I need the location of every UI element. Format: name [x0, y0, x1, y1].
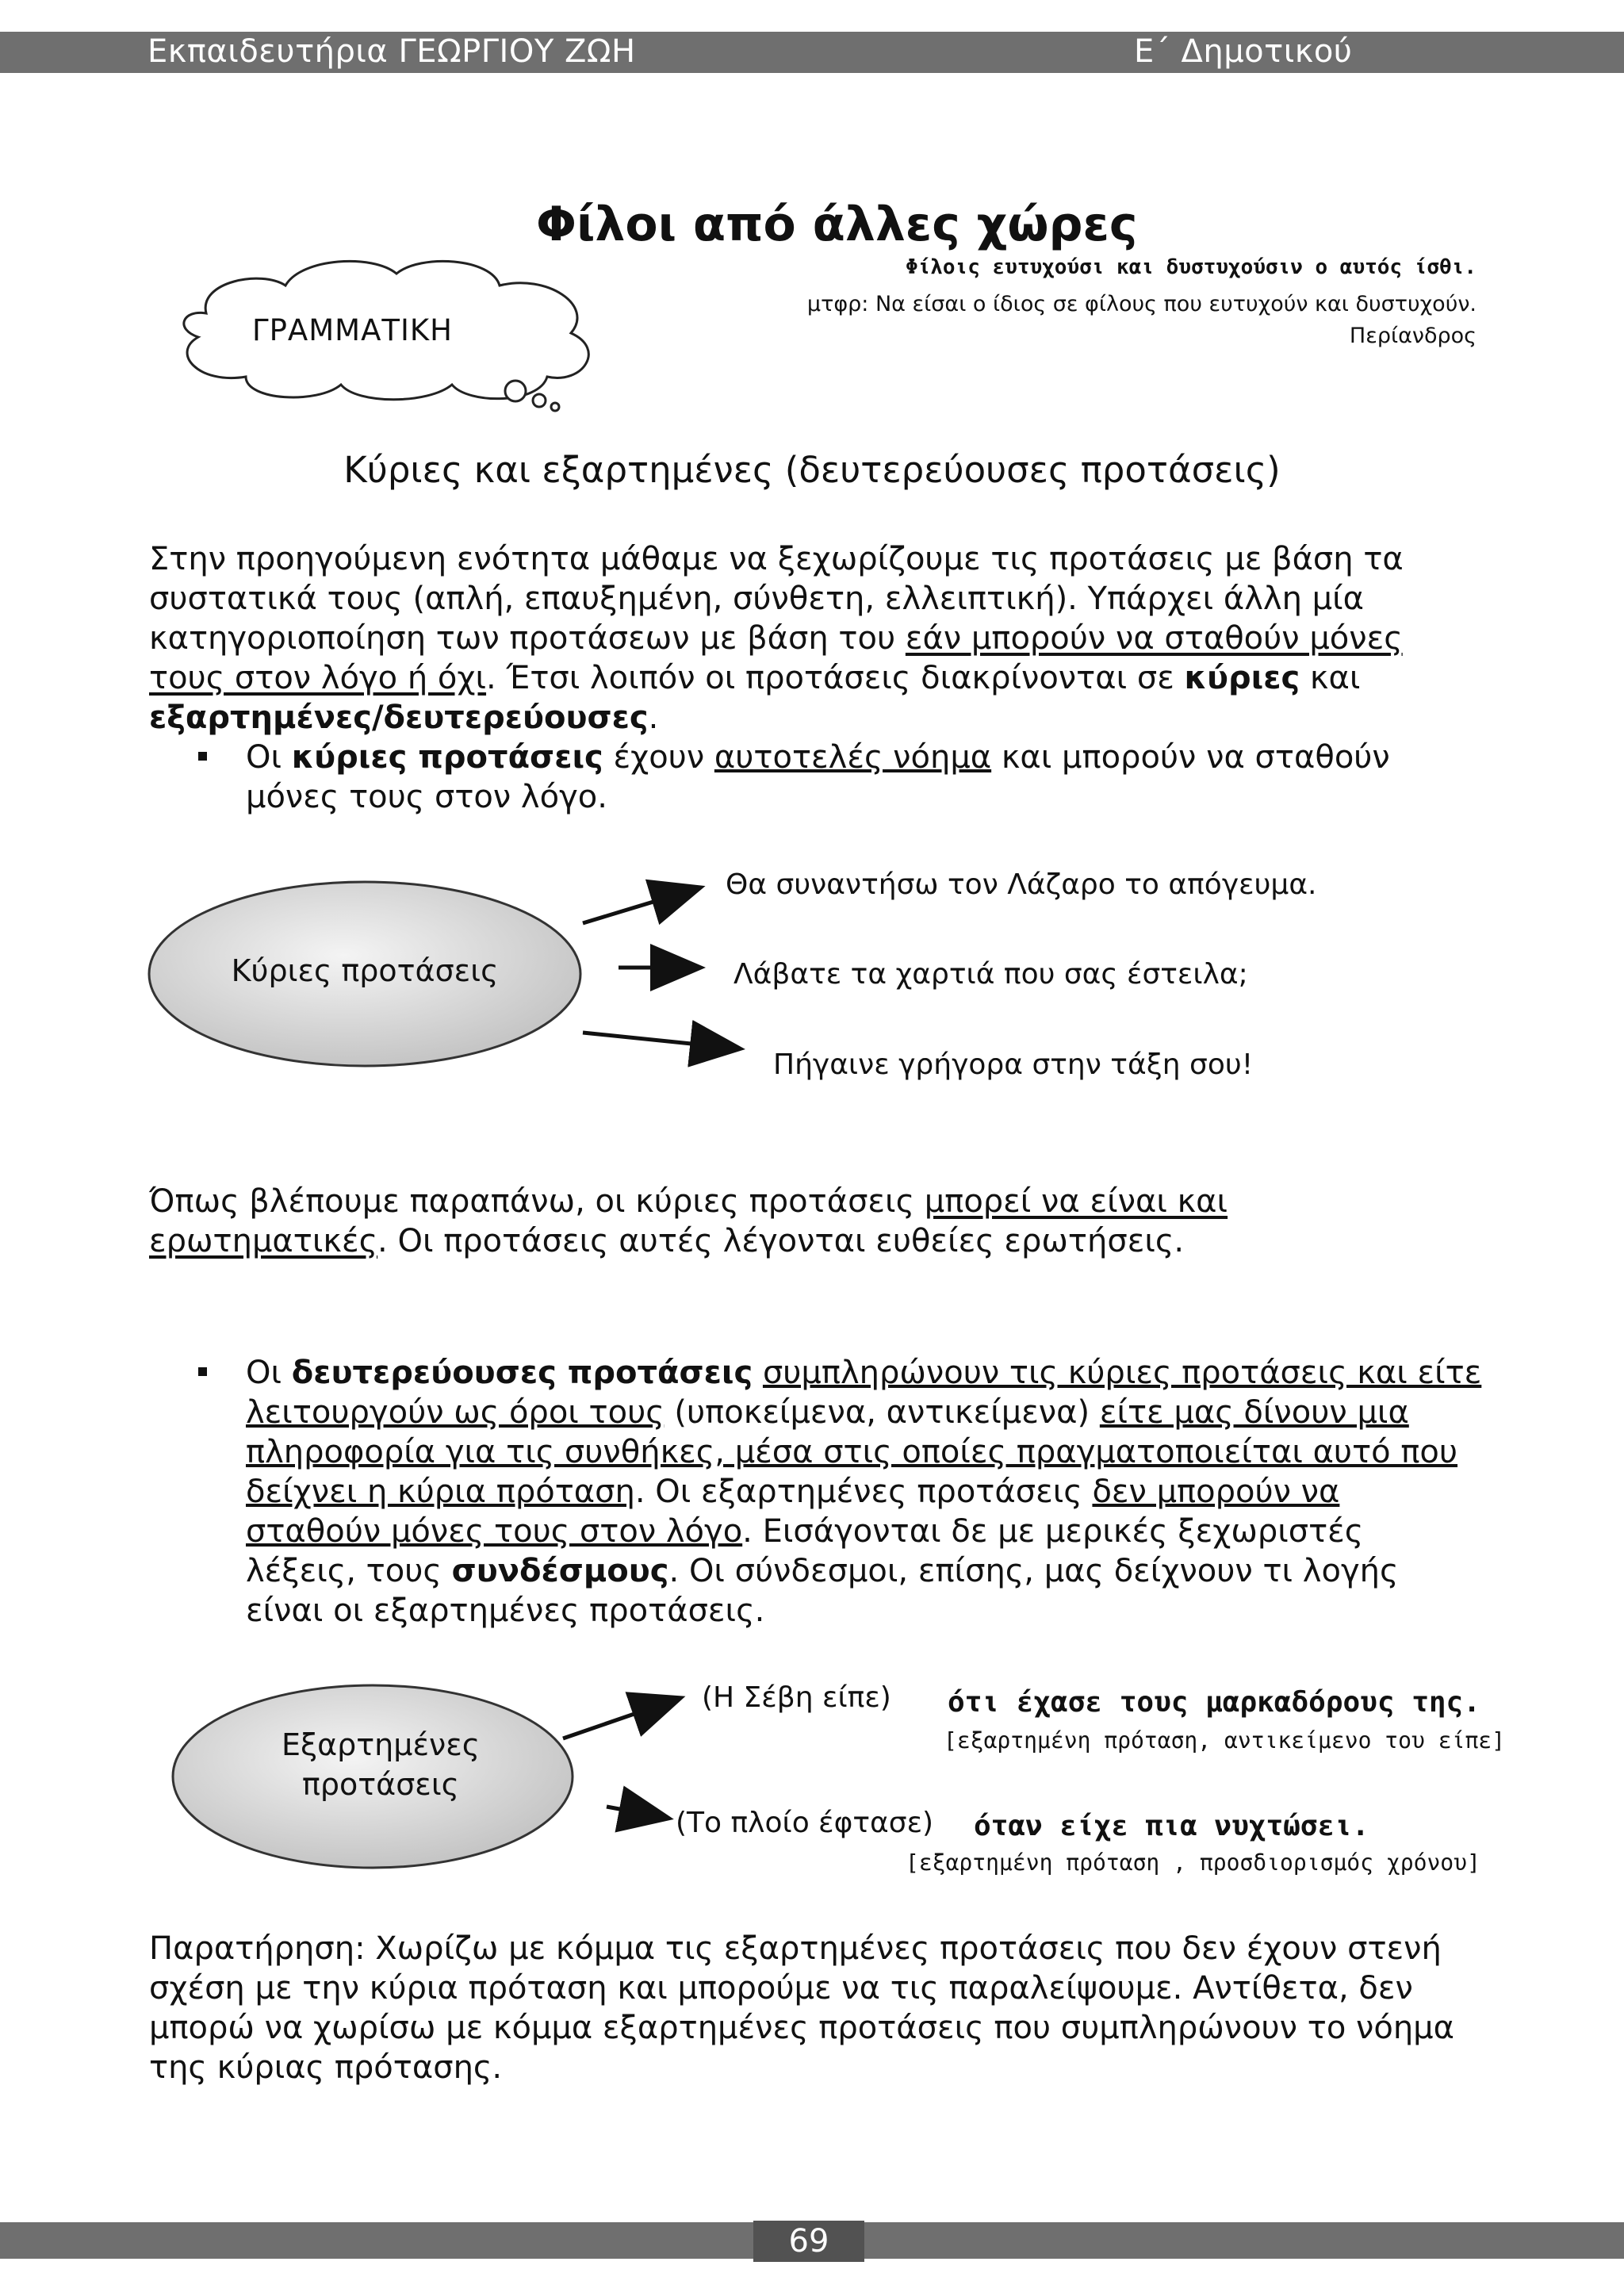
bullet1-underline: αυτοτελές νόημα — [714, 739, 992, 776]
bullet2-bold-2: συνδέσμους — [451, 1553, 669, 1589]
bullet2-bold-1: δευτερεύουσες προτάσεις — [291, 1355, 753, 1391]
bullet2-text-5: . Εισάγονται δε με μερικές ξεχωριστές λέξεις, τους — [246, 1513, 1364, 1589]
bullet1-text-3: και μπορούν να σταθούν μόνες τους στον λόγο. — [246, 739, 1390, 815]
header-grade: Ε΄ Δημοτικού — [1134, 33, 1353, 70]
subordinate-oval-label-2: προτάσεις — [302, 1767, 459, 1802]
intro-paragraph — [149, 539, 1481, 738]
questions-paragraph — [149, 1182, 1362, 1261]
para2-text-2: . Οι προτάσεις αυτές λέγονται ευθείες ερωτήσεις. — [377, 1223, 1185, 1259]
bullet2-underline-2: είτε μας δίνουν μια πληροφορία για τις συνθήκες, μέσα στις οποίες πραγματοποιείται αυτό που δείχνει η κύρια πρόταση — [246, 1394, 1458, 1510]
bullet2-underline-1: συμπληρώνουν τις κύριες προτάσεις και είτε λειτουργούν ως όροι τους — [246, 1355, 1482, 1431]
header-bar — [0, 32, 1624, 73]
page-title: Φίλοι από άλλες χώρες — [536, 197, 1138, 252]
subordinate-example-2-note: [εξαρτημένη πρόταση , προσδιορισμός χρόνου] — [906, 1849, 1480, 1876]
bullet-square-icon — [198, 1367, 207, 1376]
quote-author: Περίανδρος — [1349, 324, 1477, 348]
bullet1-text-1: Οι — [246, 739, 292, 776]
bullet-main-clauses — [198, 738, 1467, 817]
intro-text-2: . Έτσι λοιπόν οι προτάσεις διακρίνονται σε — [486, 660, 1185, 696]
intro-text-3: και — [1300, 660, 1361, 696]
bullet2-text — [246, 1353, 1483, 1631]
cloud-label: ΓΡΑΜΜΑΤΙΚΗ — [252, 313, 453, 347]
intro-text-4: . — [648, 700, 659, 736]
bullet-subordinate-clauses — [198, 1353, 1483, 1631]
subordinate-example-2-clause: όταν είχε πια νυχτώσει. — [974, 1810, 1369, 1842]
observation-paragraph: Παρατήρηση: Χωρίζω με κόμμα τις εξαρτημένες προτάσεις που δεν έχουν στενή σχέση με την κύρια πρόταση και μπορούμε να τις παραλείψουμε. Αντίθετα, δεν μπορώ να χωρίσω με κόμμα εξαρτημένες προτάσεις που συμπληρώνουν το νόημα της κύριας πρότασης. — [149, 1930, 1454, 2086]
page-number: 69 — [753, 2221, 864, 2262]
subordinate-example-2-main: (Το πλοίο έφτασε) — [676, 1807, 934, 1839]
intro-text-1: Στην προηγούμενη ενότητα μάθαμε να ξεχωρίζουμε τις προτάσεις με βάση τα συστατικά τους (απλή, επαυξημένη, σύνθετη, ελλειπτική). Υπάρχει άλλη μία κατηγοριοποίηση των προτάσεων με βάση του — [149, 541, 1404, 657]
bullet1-text-2: έχουν — [603, 739, 714, 776]
bullet2-text-2 — [753, 1355, 763, 1391]
header-school: Εκπαιδευτήρια ΓΕΩΡΓΙΟΥ ΖΩΗ — [147, 33, 636, 70]
para2-underline: μπορεί να είναι και ερωτηματικές — [149, 1183, 1228, 1259]
intro-bold-1: κύριες — [1184, 660, 1300, 696]
section-subtitle: Κύριες και εξαρτημένες (δευτερεύουσες προτάσεις) — [343, 449, 1281, 491]
bullet2-text-4: . Οι εξαρτημένες προτάσεις — [634, 1474, 1093, 1510]
subordinate-oval-label-1: Εξαρτημένες — [281, 1727, 481, 1762]
bullet2-text-6: . Οι σύνδεσμοι, επίσης, μας δείχνουν τι λογής είναι οι εξαρτημένες προτάσεις. — [246, 1553, 1399, 1629]
subordinate-example-1-main: (Η Σέβη είπε) — [702, 1681, 891, 1714]
bullet-square-icon — [198, 752, 207, 761]
subordinate-example-1-note: [εξαρτημένη πρόταση, αντικείμενο του είπε] — [944, 1727, 1506, 1754]
subordinate-example-1-clause: ότι έχασε τους μαρκαδόρους της. — [948, 1686, 1480, 1719]
main-clause-example-2: Λάβατε τα χαρτιά που σας έστειλα; — [733, 958, 1248, 991]
bullet1-text — [246, 738, 1467, 817]
intro-bold-2: εξαρτημένες/δευτερεύουσες — [149, 700, 649, 736]
bullet1-bold: κύριες προτάσεις — [291, 739, 603, 776]
intro-underline-1: εάν μπορούν να σταθούν μόνες τους στον λόγο ή όχι — [149, 620, 1403, 696]
main-clauses-oval-label: Κύριες προτάσεις — [231, 953, 499, 988]
bullet2-text-3: (υποκείμενα, αντικείμενα) — [664, 1394, 1100, 1431]
main-clause-example-1: Θα συναντήσω τον Λάζαρο το απόγευμα. — [726, 868, 1317, 901]
main-clause-example-3: Πήγαινε γρήγορα στην τάξη σου! — [773, 1048, 1254, 1081]
quote-original: Φίλοις ευτυχούσι και δυστυχούσιν ο αυτός ίσθι. — [905, 255, 1477, 279]
bullet2-underline-3: δεν μπορούν να σταθούν μόνες τους στον λόγο — [246, 1474, 1340, 1550]
bullet2-text-1: Οι — [246, 1355, 292, 1391]
quote-translation: μτφρ: Να είσαι ο ίδιος σε φίλους που ευτυχούν και δυστυχούν. — [806, 292, 1477, 316]
para2-text-1: Όπως βλέπουμε παραπάνω, οι κύριες προτάσεις — [149, 1183, 925, 1220]
